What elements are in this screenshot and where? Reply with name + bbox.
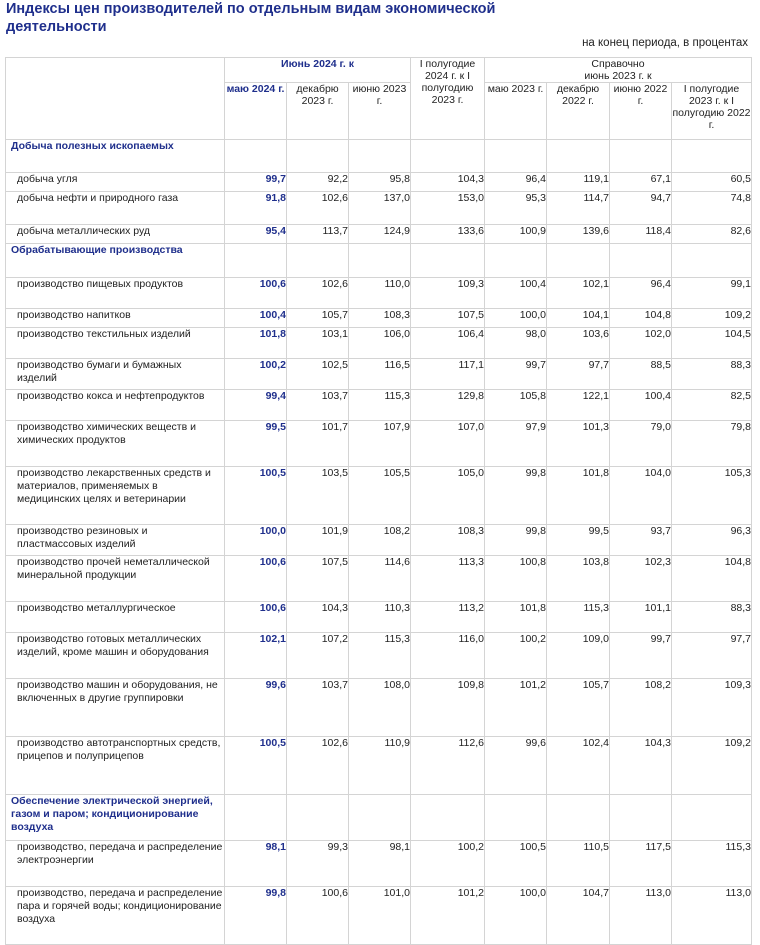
value-cell: 116,0 <box>411 633 485 679</box>
table-row <box>6 192 752 225</box>
value-cell: 99,5 <box>225 421 287 467</box>
value-cell <box>485 795 547 841</box>
price-index-table <box>5 57 752 945</box>
value-cell: 100,5 <box>225 467 287 525</box>
row-label: производство, передача и распределение электроэнергии <box>6 841 225 887</box>
row-label: производство напитков <box>6 309 225 328</box>
value-cell: 100,2 <box>411 841 485 887</box>
table-row <box>6 556 752 602</box>
value-cell: 115,3 <box>349 390 411 421</box>
value-cell: 99,8 <box>225 887 287 945</box>
table-row <box>6 225 752 244</box>
value-cell: 99,1 <box>672 278 752 309</box>
row-label: производство прочей неметаллической минеральной продукции <box>6 556 225 602</box>
value-cell: 109,3 <box>411 278 485 309</box>
value-cell: 103,1 <box>287 328 349 359</box>
value-cell: 105,7 <box>547 679 610 737</box>
value-cell: 82,6 <box>672 225 752 244</box>
row-label: добыча угля <box>6 173 225 192</box>
value-cell: 99,7 <box>485 359 547 390</box>
value-cell <box>547 140 610 173</box>
table-row <box>6 887 752 945</box>
value-cell: 98,1 <box>349 841 411 887</box>
value-cell: 97,9 <box>485 421 547 467</box>
value-cell: 100,6 <box>287 887 349 945</box>
header-corner <box>6 58 225 140</box>
value-cell: 82,5 <box>672 390 752 421</box>
value-cell <box>547 795 610 841</box>
value-cell: 108,2 <box>610 679 672 737</box>
value-cell: 104,5 <box>672 328 752 359</box>
value-cell: 104,3 <box>287 602 349 633</box>
section-label: Добыча полезных ископаемых <box>6 140 225 173</box>
header-may-2024: маю 2024 г. <box>225 83 287 140</box>
value-cell: 102,4 <box>547 737 610 795</box>
value-cell: 105,0 <box>411 467 485 525</box>
value-cell <box>287 140 349 173</box>
value-cell: 99,4 <box>225 390 287 421</box>
value-cell: 107,5 <box>287 556 349 602</box>
page-title: Индексы цен производителей по отдельным видам экономической деятельности <box>6 1 496 35</box>
value-cell: 116,5 <box>349 359 411 390</box>
value-cell: 104,0 <box>610 467 672 525</box>
value-cell: 102,6 <box>287 737 349 795</box>
value-cell: 109,8 <box>411 679 485 737</box>
header-h1-2023: I полугодие 2023 г. к I полугодию 2022 г. <box>672 83 752 140</box>
value-cell: 96,4 <box>610 278 672 309</box>
value-cell: 115,3 <box>672 841 752 887</box>
header-group-reference <box>485 58 752 83</box>
value-cell: 137,0 <box>349 192 411 225</box>
value-cell: 118,4 <box>610 225 672 244</box>
value-cell: 117,1 <box>411 359 485 390</box>
value-cell <box>411 140 485 173</box>
value-cell: 114,6 <box>349 556 411 602</box>
value-cell: 104,3 <box>610 737 672 795</box>
value-cell: 99,6 <box>225 679 287 737</box>
value-cell: 122,1 <box>547 390 610 421</box>
value-cell: 100,0 <box>485 309 547 328</box>
value-cell <box>547 244 610 278</box>
value-cell: 95,8 <box>349 173 411 192</box>
value-cell: 115,3 <box>547 602 610 633</box>
value-cell: 96,4 <box>485 173 547 192</box>
header-dec-2023: декабрю 2023 г. <box>287 83 349 140</box>
value-cell: 109,2 <box>672 309 752 328</box>
value-cell: 101,7 <box>287 421 349 467</box>
value-cell: 88,5 <box>610 359 672 390</box>
value-cell: 91,8 <box>225 192 287 225</box>
value-cell <box>287 795 349 841</box>
value-cell: 104,7 <box>547 887 610 945</box>
header-may-2023: маю 2023 г. <box>485 83 547 140</box>
value-cell: 103,8 <box>547 556 610 602</box>
value-cell <box>485 244 547 278</box>
header-reference-title: Справочно <box>591 58 645 70</box>
value-cell: 105,8 <box>485 390 547 421</box>
value-cell: 99,8 <box>485 467 547 525</box>
value-cell: 98,0 <box>485 328 547 359</box>
row-label: добыча металлических руд <box>6 225 225 244</box>
value-cell <box>610 140 672 173</box>
value-cell: 93,7 <box>610 525 672 556</box>
value-cell: 117,5 <box>610 841 672 887</box>
row-label: производство металлургическое <box>6 602 225 633</box>
value-cell <box>411 795 485 841</box>
value-cell: 103,6 <box>547 328 610 359</box>
table-row <box>6 421 752 467</box>
value-cell: 108,3 <box>349 309 411 328</box>
value-cell: 100,0 <box>485 887 547 945</box>
value-cell: 105,5 <box>349 467 411 525</box>
value-cell: 92,2 <box>287 173 349 192</box>
value-cell: 101,0 <box>349 887 411 945</box>
value-cell: 88,3 <box>672 359 752 390</box>
value-cell: 94,7 <box>610 192 672 225</box>
value-cell: 74,8 <box>672 192 752 225</box>
value-cell: 139,6 <box>547 225 610 244</box>
row-label: добыча нефти и природного газа <box>6 192 225 225</box>
value-cell: 100,6 <box>225 278 287 309</box>
value-cell: 113,0 <box>610 887 672 945</box>
row-label: производство резиновых и пластмассовых изделий <box>6 525 225 556</box>
value-cell: 113,0 <box>672 887 752 945</box>
value-cell <box>672 244 752 278</box>
value-cell: 105,3 <box>672 467 752 525</box>
value-cell: 96,3 <box>672 525 752 556</box>
value-cell: 98,1 <box>225 841 287 887</box>
value-cell: 79,0 <box>610 421 672 467</box>
value-cell <box>225 244 287 278</box>
header-jun-2022: июню 2022 г. <box>610 83 672 140</box>
value-cell: 100,2 <box>485 633 547 679</box>
value-cell <box>672 140 752 173</box>
table-body <box>6 140 752 945</box>
value-cell: 101,3 <box>547 421 610 467</box>
header-h1-2024: I полугодие 2024 г. к I полугодию 2023 г. <box>411 58 485 140</box>
value-cell: 107,2 <box>287 633 349 679</box>
value-cell: 99,7 <box>225 173 287 192</box>
table-row <box>6 278 752 309</box>
value-cell: 109,3 <box>672 679 752 737</box>
value-cell <box>287 244 349 278</box>
value-cell: 100,5 <box>485 841 547 887</box>
value-cell: 99,3 <box>287 841 349 887</box>
value-cell <box>610 244 672 278</box>
value-cell: 114,7 <box>547 192 610 225</box>
value-cell: 106,4 <box>411 328 485 359</box>
value-cell <box>610 795 672 841</box>
row-label: производство лекарственных средств и материалов, применяемых в медицинских целях и ветеринарии <box>6 467 225 525</box>
value-cell: 102,1 <box>547 278 610 309</box>
section-label: Обеспечение электрической энергией, газом и паром; кондиционирование воздуха <box>6 795 225 841</box>
value-cell: 97,7 <box>672 633 752 679</box>
value-cell: 99,7 <box>610 633 672 679</box>
value-cell: 95,3 <box>485 192 547 225</box>
value-cell <box>225 795 287 841</box>
value-cell: 133,6 <box>411 225 485 244</box>
header-dec-2022: декабрю 2022 г. <box>547 83 610 140</box>
row-label: производство текстильных изделий <box>6 328 225 359</box>
value-cell <box>411 244 485 278</box>
value-cell: 101,8 <box>225 328 287 359</box>
value-cell <box>349 244 411 278</box>
value-cell: 100,5 <box>225 737 287 795</box>
value-cell: 102,5 <box>287 359 349 390</box>
value-cell: 103,7 <box>287 390 349 421</box>
value-cell: 103,7 <box>287 679 349 737</box>
value-cell: 99,8 <box>485 525 547 556</box>
header-group-june-2024: Июнь 2024 г. к <box>225 58 411 83</box>
table-row <box>6 173 752 192</box>
value-cell: 100,8 <box>485 556 547 602</box>
value-cell: 104,8 <box>672 556 752 602</box>
value-cell: 100,0 <box>225 525 287 556</box>
section-label: Обрабатывающие производства <box>6 244 225 278</box>
table-row <box>6 602 752 633</box>
value-cell: 104,3 <box>411 173 485 192</box>
value-cell <box>485 140 547 173</box>
value-cell: 113,3 <box>411 556 485 602</box>
table-row <box>6 359 752 390</box>
value-cell: 110,0 <box>349 278 411 309</box>
row-label: производство автотранспортных средств, прицепов и полуприцепов <box>6 737 225 795</box>
table-row <box>6 633 752 679</box>
value-cell: 110,5 <box>547 841 610 887</box>
value-cell: 107,9 <box>349 421 411 467</box>
section-row <box>6 140 752 173</box>
value-cell: 106,0 <box>349 328 411 359</box>
row-label: производство кокса и нефтепродуктов <box>6 390 225 421</box>
value-cell: 102,6 <box>287 278 349 309</box>
value-cell: 88,3 <box>672 602 752 633</box>
value-cell: 115,3 <box>349 633 411 679</box>
value-cell: 108,3 <box>411 525 485 556</box>
table-row <box>6 525 752 556</box>
value-cell: 113,7 <box>287 225 349 244</box>
value-cell: 112,6 <box>411 737 485 795</box>
value-cell: 95,4 <box>225 225 287 244</box>
section-row <box>6 795 752 841</box>
row-label: производство, передача и распределение пара и горячей воды; кондиционирование воздуха <box>6 887 225 945</box>
value-cell: 60,5 <box>672 173 752 192</box>
value-cell: 100,4 <box>225 309 287 328</box>
row-label: производство машин и оборудования, не включенных в другие группировки <box>6 679 225 737</box>
value-cell: 124,9 <box>349 225 411 244</box>
value-cell: 107,5 <box>411 309 485 328</box>
value-cell: 101,8 <box>547 467 610 525</box>
value-cell: 113,2 <box>411 602 485 633</box>
value-cell: 108,0 <box>349 679 411 737</box>
value-cell: 67,1 <box>610 173 672 192</box>
value-cell: 100,4 <box>485 278 547 309</box>
row-label: производство пищевых продуктов <box>6 278 225 309</box>
value-cell: 104,1 <box>547 309 610 328</box>
value-cell: 102,6 <box>287 192 349 225</box>
header-reference-sub: июнь 2023 г. к <box>584 70 652 82</box>
table-row <box>6 679 752 737</box>
value-cell: 100,4 <box>610 390 672 421</box>
table-row <box>6 467 752 525</box>
value-cell <box>225 140 287 173</box>
value-cell <box>349 140 411 173</box>
row-label: производство готовых металлических изделий, кроме машин и оборудования <box>6 633 225 679</box>
header-jun-2023: июню 2023 г. <box>349 83 411 140</box>
value-cell <box>672 795 752 841</box>
row-label: производство химических веществ и химических продуктов <box>6 421 225 467</box>
value-cell: 109,2 <box>672 737 752 795</box>
value-cell: 99,6 <box>485 737 547 795</box>
table-units-note: на конец периода, в процентах <box>582 37 748 49</box>
value-cell: 107,0 <box>411 421 485 467</box>
value-cell: 105,7 <box>287 309 349 328</box>
value-cell: 108,2 <box>349 525 411 556</box>
value-cell: 102,1 <box>225 633 287 679</box>
table-row <box>6 841 752 887</box>
value-cell: 100,6 <box>225 556 287 602</box>
value-cell: 110,3 <box>349 602 411 633</box>
value-cell: 101,2 <box>411 887 485 945</box>
table-row <box>6 309 752 328</box>
value-cell: 102,3 <box>610 556 672 602</box>
value-cell <box>349 795 411 841</box>
value-cell: 101,2 <box>485 679 547 737</box>
value-cell: 101,1 <box>610 602 672 633</box>
row-label: производство бумаги и бумажных изделий <box>6 359 225 390</box>
value-cell: 119,1 <box>547 173 610 192</box>
value-cell: 100,9 <box>485 225 547 244</box>
value-cell: 100,6 <box>225 602 287 633</box>
value-cell: 101,9 <box>287 525 349 556</box>
value-cell: 97,7 <box>547 359 610 390</box>
value-cell: 99,5 <box>547 525 610 556</box>
value-cell: 101,8 <box>485 602 547 633</box>
value-cell: 129,8 <box>411 390 485 421</box>
value-cell: 103,5 <box>287 467 349 525</box>
table-row <box>6 737 752 795</box>
value-cell: 102,0 <box>610 328 672 359</box>
value-cell: 104,8 <box>610 309 672 328</box>
value-cell: 109,0 <box>547 633 610 679</box>
value-cell: 79,8 <box>672 421 752 467</box>
value-cell: 100,2 <box>225 359 287 390</box>
table-row <box>6 328 752 359</box>
value-cell: 110,9 <box>349 737 411 795</box>
table-row <box>6 390 752 421</box>
value-cell: 153,0 <box>411 192 485 225</box>
section-row <box>6 244 752 278</box>
